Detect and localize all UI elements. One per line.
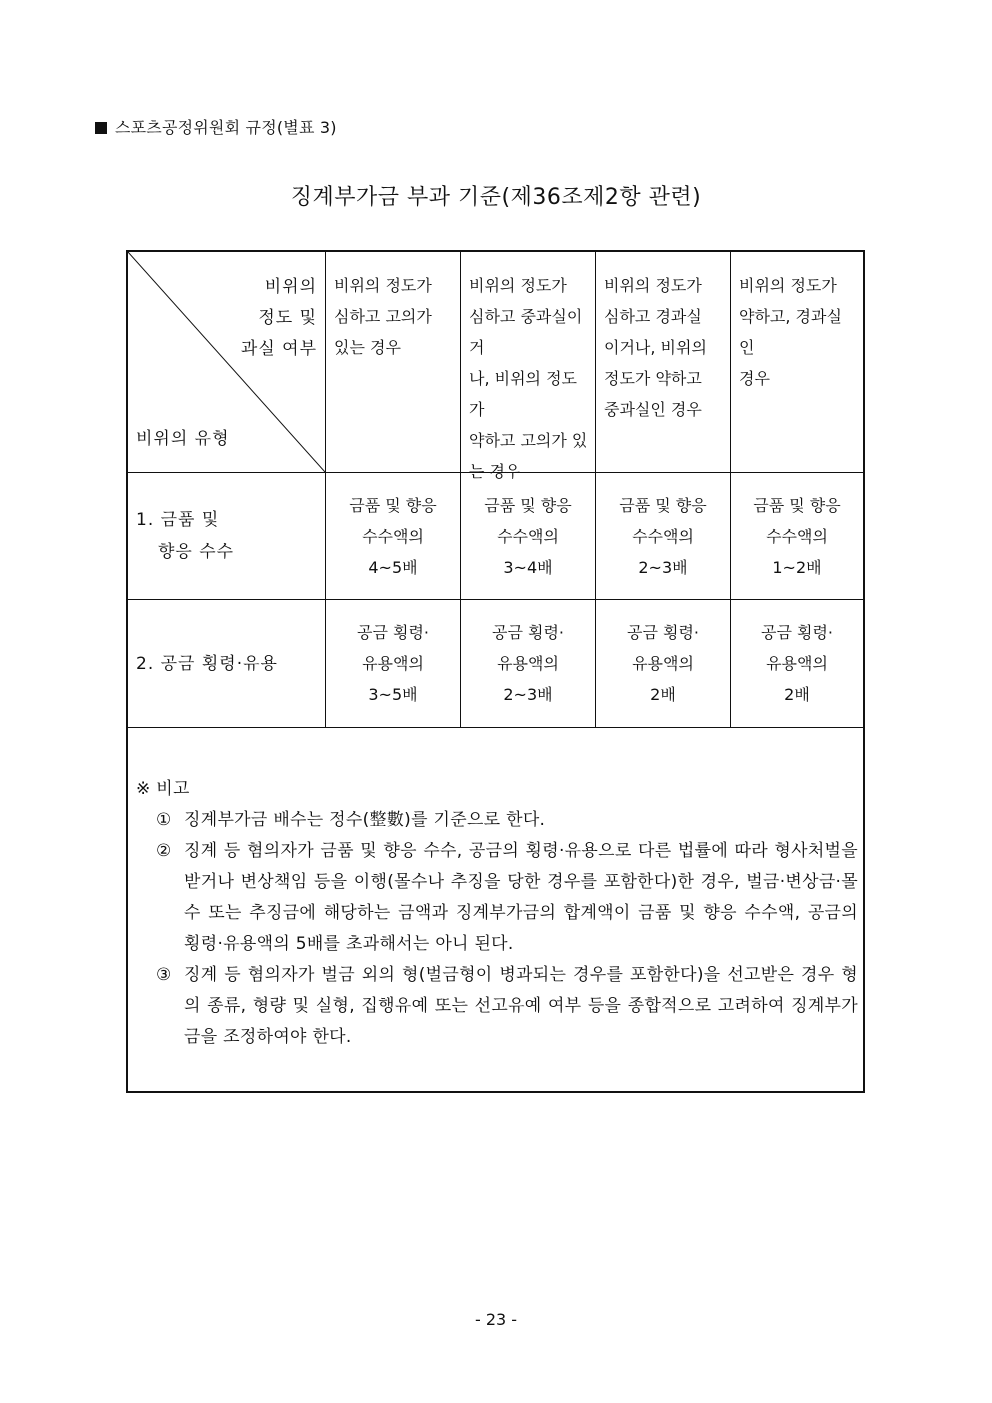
header-line: 는 경우 [469, 462, 521, 481]
note-number: ② [156, 841, 172, 861]
corner-top-line: 과실 여부 [240, 339, 317, 359]
document-title: 징계부가금 부과 기준(제36조제2항 관련) [290, 185, 702, 210]
cell-line: 금품 및 향응 [349, 495, 437, 515]
column-header [731, 252, 863, 472]
table-cell [731, 473, 863, 599]
table-cell [596, 600, 730, 727]
note-item [136, 836, 858, 960]
cell-line: 유용액의 [362, 654, 424, 673]
corner-top-label [241, 272, 317, 365]
page-number: - 23 - [474, 1310, 518, 1329]
row-label [128, 600, 325, 727]
row-label-line: 향응 수수 [158, 542, 235, 562]
header-line: 정도가 약하고 [604, 369, 702, 388]
header-line: 비위의 정도가 [469, 276, 567, 295]
header-line: 비위의 정도가 [334, 276, 432, 295]
cell-line: 유용액의 [766, 654, 828, 673]
header-line: 약하고, 경과실인 [739, 307, 842, 357]
cell-line: 3~4배 [503, 557, 553, 577]
header-line: 비위의 정도가 [604, 276, 702, 295]
grid-line [128, 727, 863, 728]
cell-line: 금품 및 향응 [619, 495, 707, 515]
cell-line: 유용액의 [497, 654, 559, 673]
cell-line: 1~2배 [772, 557, 822, 577]
corner-top-line: 비위의 [264, 277, 317, 297]
square-bullet-icon [95, 122, 107, 134]
penalty-table [126, 250, 865, 1093]
table-cell [731, 600, 863, 727]
notes-heading: ※ 비고 [136, 779, 190, 799]
note-text: 징계 등 혐의자가 벌금 외의 형(벌금형이 병과되는 경우를 포함한다)을 선고받은 경우 형의 종류, 형량 및 실형, 집행유예 또는 선고유예 여부 등을 종합적으로 고려하여 징계부가금을 조정하여야 한다. [184, 965, 858, 1047]
header-line: 심하고 고의가 [334, 307, 432, 326]
notes-section [136, 774, 858, 1053]
header-line: 중과실인 경우 [604, 400, 702, 419]
column-header [326, 252, 460, 472]
header-line: 비위의 정도가 [739, 276, 837, 295]
cell-line: 2배 [784, 685, 810, 704]
corner-bottom-label: 비위의 유형 [136, 429, 230, 449]
header-line: 있는 경우 [334, 338, 401, 357]
header-line: 약하고 고의가 있 [469, 431, 588, 450]
column-header [461, 252, 595, 481]
cell-line: 수수액의 [632, 526, 694, 546]
row-label-line: 2. 공금 횡령·유용 [136, 653, 278, 674]
note-number: ① [156, 810, 172, 830]
header-line: 심하고 경과실 [604, 307, 702, 326]
note-text: 징계부가금 배수는 정수(整數)를 기준으로 한다. [184, 810, 546, 830]
cell-line: 유용액의 [632, 654, 694, 673]
header-title: 스포츠공정위원회 규정(별표 3) [115, 118, 337, 137]
row-label [128, 473, 325, 599]
cell-line: 수수액의 [362, 526, 424, 546]
cell-line: 금품 및 향응 [753, 495, 841, 515]
cell-line: 2~3배 [503, 685, 553, 704]
cell-line: 공금 횡령· [627, 623, 699, 642]
header-line: 이거나, 비위의 [604, 338, 707, 357]
row-label-line: 1. 금품 및 [136, 510, 220, 530]
header-line: 나, 비위의 정도가 [469, 369, 577, 419]
note-item [136, 960, 858, 1053]
cell-line: 3~5배 [368, 685, 418, 704]
regulation-header [95, 115, 337, 138]
cell-line: 금품 및 향응 [484, 495, 572, 515]
cell-line: 2배 [650, 685, 676, 704]
table-cell [461, 473, 595, 599]
cell-line: 수수액의 [766, 526, 828, 546]
header-line: 심하고 중과실이거 [469, 307, 583, 357]
cell-line: 4~5배 [368, 557, 418, 577]
table-cell [326, 600, 460, 727]
cell-line: 수수액의 [497, 526, 559, 546]
corner-top-line: 정도 및 [258, 308, 317, 328]
table-cell [461, 600, 595, 727]
corner-cell [128, 252, 325, 472]
table-cell [326, 473, 460, 599]
cell-line: 2~3배 [638, 557, 688, 577]
cell-line: 공금 횡령· [761, 623, 833, 642]
note-item [136, 805, 858, 836]
cell-line: 공금 횡령· [357, 623, 429, 642]
column-header [596, 252, 730, 472]
cell-line: 공금 횡령· [492, 623, 564, 642]
note-number: ③ [156, 965, 172, 985]
table-cell [596, 473, 730, 599]
header-line: 경우 [739, 369, 770, 388]
note-text: 징계 등 혐의자가 금품 및 향응 수수, 공금의 횡령·유용으로 다른 법률에 따라 형사처벌을 받거나 변상책임 등을 이행(몰수나 추징을 당한 경우를 포함한다)한 경우, 벌금·변상금·몰수 또는 추징금에 해당하는 금액과 징계부가금의 합계액이 금품 및 향응 수수액, 공금의 횡령·유용액의 5배를 초과해서는 아니 된다. [184, 841, 858, 954]
